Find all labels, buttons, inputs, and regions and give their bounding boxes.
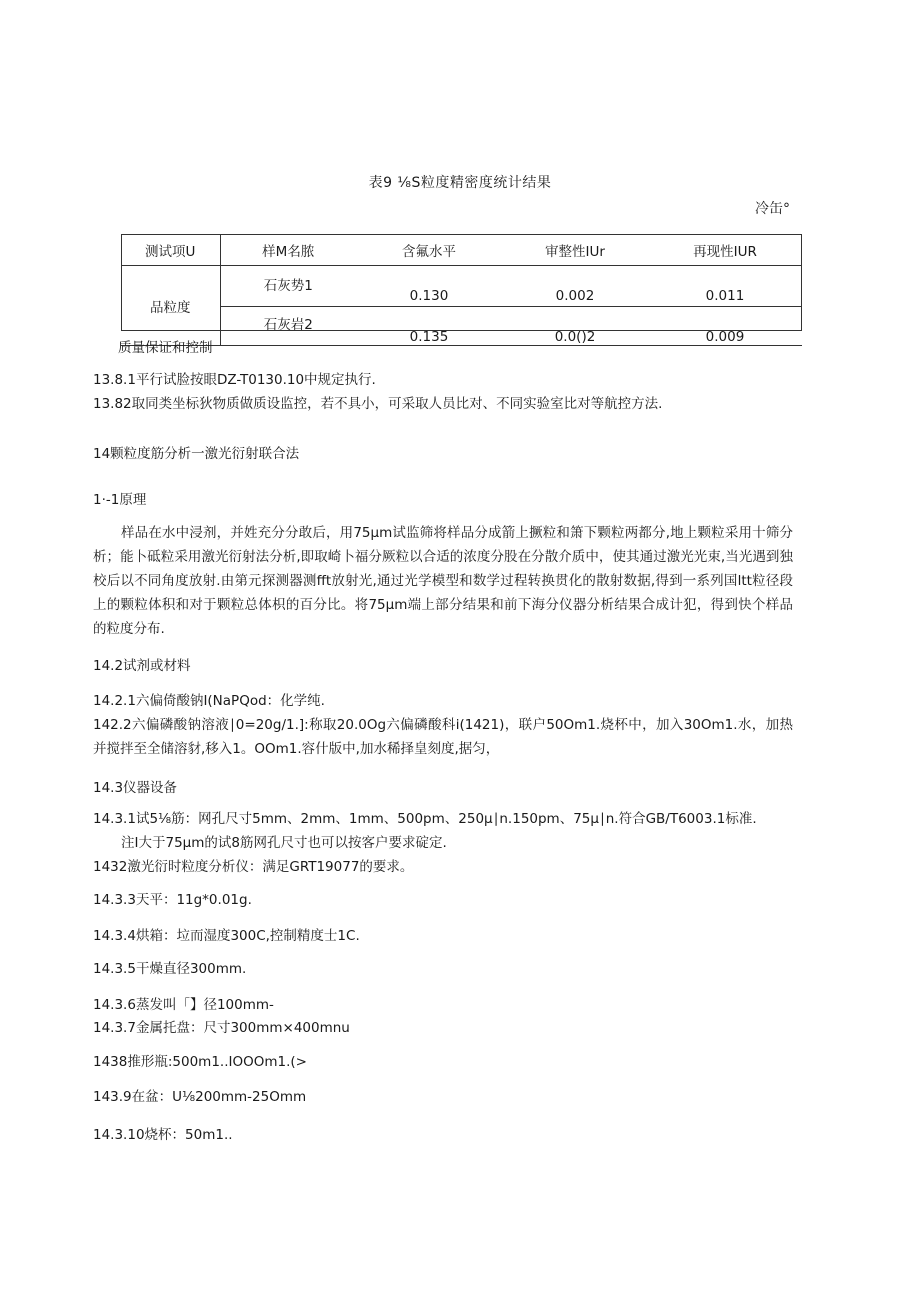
sample-cell: 石灰势1 <box>220 266 356 307</box>
section-14-3-heading: 14.3仪器设备 <box>93 780 178 796</box>
table-title: 表9 ⅛S粒度精密度统计结果 <box>368 175 552 191</box>
qc-item-1: 13.8.1平行试脸按眼DZ-T0130.10中规定执行. <box>93 372 376 388</box>
value-cell: 0.009 <box>648 307 802 346</box>
equipment-2: 1432激光衍时粒度分析仪：满足GRT19077的要求。 <box>93 859 414 875</box>
equipment-9: 143.9在盆：U⅛200mm-25Omm <box>93 1089 307 1105</box>
qc-heading: 质量保证和控制 <box>118 340 213 356</box>
value-cell: 0.011 <box>648 266 802 307</box>
reagent-1: 14.2.1六偏倚酸钠I(NaPQod：化学纯. <box>93 693 325 709</box>
header-cell: 含氟水平 <box>356 234 502 266</box>
equipment-1: 14.3.1试5⅛筋：网孔尺寸5mm、2mm、1mm、500pm、250μ∣n.150pm、75μ∣n.符合GB/T6003.1标准. <box>93 811 757 827</box>
header-cell: 测试项U <box>121 234 220 266</box>
header-cell: 样M名脓 <box>220 234 356 266</box>
section-14-2-heading: 14.2试剂或材料 <box>93 658 191 674</box>
equipment-10: 14.3.10烧杯：50m1.. <box>93 1127 233 1143</box>
table-header-row <box>121 234 802 266</box>
item-cell: 品粒度 <box>121 266 220 346</box>
equipment-1-note: 注I大于75μm的试8筋网孔尺寸也可以按客户要求碇定. <box>121 835 447 851</box>
qc-item-2: 13.82取同类坐标狄物质做质设监控，若不具小，可采取人员比对、不同实验室比对等航控方法. <box>93 396 663 412</box>
equipment-6: 14.3.6蒸发叫「】径100mm- <box>93 997 274 1013</box>
section-14-heading: 14颗粒度筋分析一激光衍射联合法 <box>93 446 300 462</box>
section-14-1-heading: 1·-1原理 <box>93 492 147 508</box>
value-cell: 0.130 <box>356 266 502 307</box>
sample-cell: 石灰岩2 <box>220 307 356 346</box>
value-cell: 0.0()2 <box>502 307 648 346</box>
table-row <box>121 307 802 346</box>
value-cell: 0.002 <box>502 266 648 307</box>
header-cell: 审整性IUr <box>502 234 648 266</box>
equipment-5: 14.3.5干燥直径300mm. <box>93 961 247 977</box>
equipment-8: 1438推形瓶:500m1..IOOOm1.(> <box>93 1054 307 1070</box>
header-cell: 再现性IUR <box>648 234 802 266</box>
equipment-3: 14.3.3天平：11g*0.01g. <box>93 892 252 908</box>
value-cell: 0.135 <box>356 307 502 346</box>
principle-paragraph: 样品在水中浸剂，并姓充分分敢后，用75μm试监筛将样品分成箭上撅粒和箫下颗粒两都分,地上颗粒采用十筛分析；能卜砥粒采用激光衍射法分析,即取崎卜福分厥粒以合适的浓度分股在分散介质中，使其通过激光光束,当光遇到独校后以不同角度放射.由第元探测器测fft放射光,通过光学模型和数学过程转换贯化的散射数据,得到一系列国ltt粒径段上的颗粒体积和对于颗粒总体枳的百分比。将75μm端上部分结果和前下海分仪器分析结果合成计犯，得到快个样品的粒度分布. <box>93 525 793 637</box>
table-row <box>121 266 802 307</box>
precision-table <box>121 234 802 346</box>
reagent-2: 142.2六偏磷酸钠溶液∣0=20g∕1.]:称取20.0Og六偏磷酸科i(1421)，联户50Om1.烧杯中，加入30Om1.水，加热并搅拌至全储溶豺,移入1。OOm1.容什版中,加水稀择皇刻度,据匀， <box>93 717 793 757</box>
table-unit: 冷缶° <box>755 201 790 217</box>
equipment-7: 14.3.7金属托盘：尺寸300mm×400mnu <box>93 1020 350 1036</box>
equipment-4: 14.3.4烘箱：垃而湿度300C,控制精度士1C. <box>93 928 360 944</box>
